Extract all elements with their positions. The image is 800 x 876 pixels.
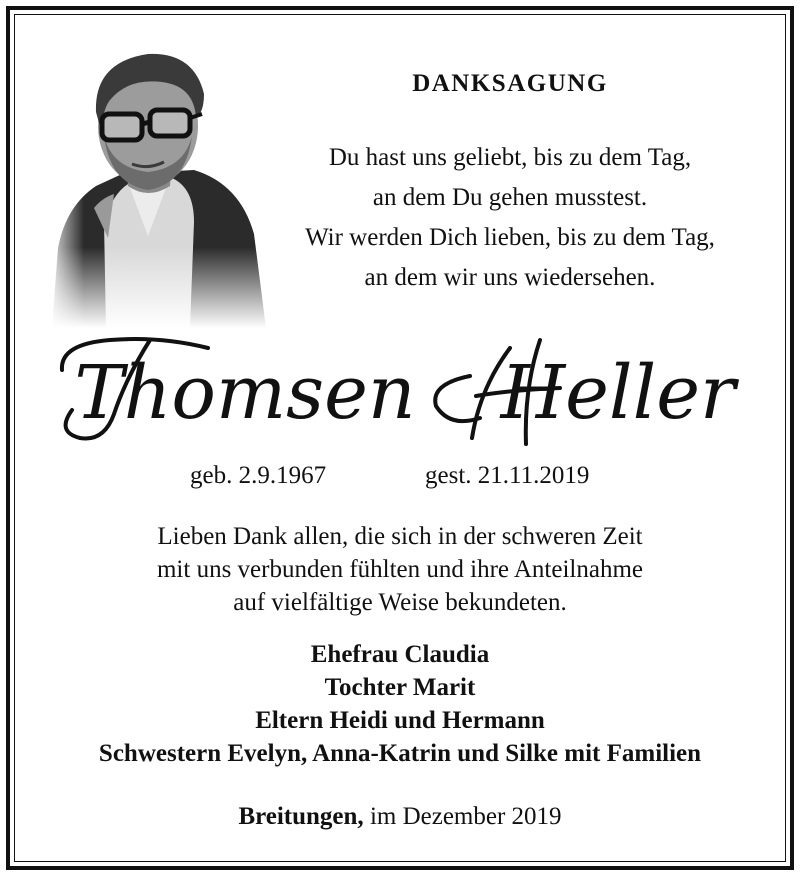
death-date: gest. 21.11.2019 xyxy=(425,462,590,489)
deceased-name xyxy=(40,318,760,468)
poem-line: Wir werden Dich lieben, bis zu dem Tag, xyxy=(305,224,715,251)
poem-line: an dem Du gehen musstest. xyxy=(372,184,648,211)
poem-line: an dem wir uns wiedersehen. xyxy=(364,264,656,291)
place: Breitungen, xyxy=(238,803,364,830)
thanks-line: auf vielfältige Weise bekundeten. xyxy=(233,589,567,616)
portrait-photo xyxy=(44,38,266,328)
first-name: Thomsen xyxy=(74,350,416,436)
poem-line: Du hast uns geliebt, bis zu dem Tag, xyxy=(328,144,692,171)
place-date xyxy=(20,803,780,831)
family-member: Ehefrau Claudia xyxy=(310,641,490,668)
date: im Dezember 2019 xyxy=(369,803,562,830)
family-list xyxy=(20,638,780,770)
family-member: Tochter Marit xyxy=(324,674,476,701)
family-member: Eltern Heidi und Hermann xyxy=(255,707,545,734)
family-member: Schwestern Evelyn, Anna-Katrin und Silke mit Familien xyxy=(98,740,702,767)
heading: DANKSAGUNG xyxy=(412,70,608,97)
last-name: Heller xyxy=(500,350,736,436)
thanks-text xyxy=(60,520,740,619)
birth-date: geb. 2.9.1967 xyxy=(190,462,327,489)
thanks-line: mit uns verbunden fühlten und ihre Anteilnahme xyxy=(156,556,643,583)
thanks-line: Lieben Dank allen, die sich in der schweren Zeit xyxy=(157,523,643,550)
poem xyxy=(270,138,750,298)
